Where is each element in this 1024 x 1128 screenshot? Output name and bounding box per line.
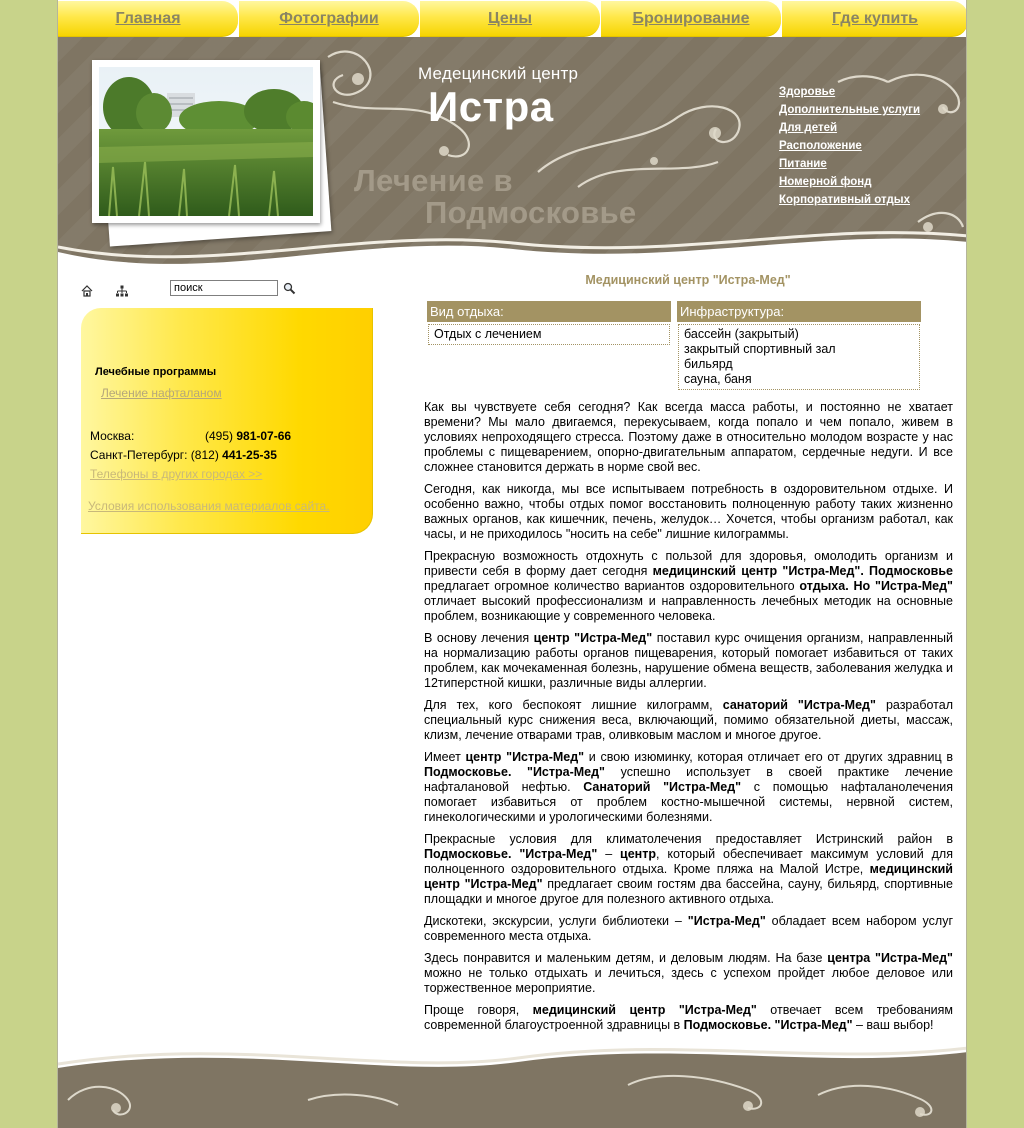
header-link-health[interactable]: Здоровье [779,86,836,98]
rest-type-header: Вид отдыха: [427,301,671,322]
article-paragraph: Дискотеки, экскурсии, услуги библиотеки – "Истра-Мед" обладает всем набором услуг современного места отдыха. [424,914,954,943]
sidebar-box [81,308,373,534]
tab-prices[interactable]: Цены [420,1,600,37]
rest-type-box [427,301,671,345]
article-body [424,400,953,1040]
phone-number: 981-07-66 [236,429,292,443]
tab-booking[interactable]: Бронирование [601,1,781,37]
phone-code: (495) [205,429,237,443]
home-icon[interactable] [80,284,94,298]
landscape-image [99,67,313,216]
city-label: Санкт-Петербург: [90,448,188,462]
list-item: сауна, баня [684,372,752,386]
tab-home[interactable]: Главная [58,1,238,37]
list-item: закрытый спортивный зал [684,342,836,356]
article-paragraph: Как вы чувствуете себя сегодня? Как всегда масса работы, и постоянно не хватает времени? Мы мало двигаемся, перекусываем, когда попало и чем попало, живем в условиях непроходящего стресса. Поэтому даже в относительно молодом возрасте у нас проблемы с пищеварением, опорно-двигательным аппаратом, сердечные недуги. И все сложнее становится держать в норме свой вес. [424,400,953,474]
programs-heading: Лечебные программы [95,366,217,378]
list-item: бильярд [684,357,733,371]
terms-of-use-link[interactable]: Условия использования материалов сайта. [88,499,330,513]
list-item: Отдых с лечением [434,327,542,341]
brand-title: Истра [428,83,554,130]
sitemap-icon[interactable] [115,284,129,298]
article-paragraph: Прекрасные условия для климатолечения предоставляет Истринский район в Подмосковье. "Истра-Мед" – центр, который обеспечивает максимум условий для полноценного оздоровительного отдыха. Кроме пляжа на Малой Истре, медицинский центр "Истра-Мед" предлагает своим гостям два бассейна, сауну, бильярд, спортивные площадки и многое другое для полезного активного отдыха. [424,832,953,906]
city-label: Москва: [90,429,135,443]
other-cities-phones-link[interactable]: Телефоны в других городах >> [90,467,263,481]
brand-subtitle: Медецинский центр [418,64,579,83]
phone-number: 441-25-35 [222,448,277,462]
article-paragraph: Сегодня, как никогда, мы все испытываем потребность в оздоровительном отдыхе. И особенно важно, чтобы отдых помог восстановить полноценную работу таких жизненно важных органов, как кишечник, печень, желудок… Хочется, чтобы организм работал, как часы, и не приходилось "носить на себе" лишние килограммы. [424,482,953,541]
tab-photos[interactable]: Фотографии [239,1,419,37]
header-link-list [779,83,920,209]
article-paragraph: Здесь понравится и маленьким детям, и деловым людям. На базе центра "Истра-Мед" можно не только отдыхать и лечиться, здесь с успехом пройдет любое деловое или торжественное мероприятие. [424,951,953,995]
header-photo [92,60,320,223]
slogan-line-2: Подмосковье [425,195,637,230]
article-paragraph: Имеет центр "Истра-Мед" и свою изюминку, которая отличает его от других здравниц в Подмосковье. "Истра-Мед" успешно использует в своей практике лечение нафталановой нефтью. Санаторий "Истра-Мед" с помощью нафталанолечения помогает избавиться от проблем костно-мышечной системы, нервной систем, гинекологическими и урологическими болезнями. [424,750,954,824]
infrastructure-list [678,324,920,390]
header-link-food[interactable]: Питание [779,158,827,170]
header-link-corporate[interactable]: Корпоративный отдых [779,194,910,206]
header-link-extra-services[interactable]: Дополнительные услуги [779,104,921,116]
infrastructure-header: Инфраструктура: [677,301,921,322]
tab-where-to-buy[interactable]: Где купить [782,1,967,37]
page-title: Медицинский центр "Истра-Мед" [585,273,791,287]
header-link-location[interactable]: Расположение [779,140,862,152]
header-banner [58,37,967,270]
top-navigation [58,0,967,38]
search-input[interactable] [170,280,278,296]
list-item: бассейн (закрытый) [684,327,799,341]
phone-spb [90,448,277,462]
article-paragraph: В основу лечения центр "Истра-Мед" поставил курс очищения организм, направленный на нормализацию работы органов пищеварения, который помогает избавиться от таких проблем, как мочекаменная болезнь, нарушение обмена веществ, заболевания желудка и 12типерстной кишки, различные виды аллергии. [424,631,953,690]
magnifier-icon[interactable] [283,282,296,295]
infrastructure-box [677,301,921,390]
article-paragraph: Проще говоря, медицинский центр "Истра-Мед" отвечает всем требованиям современной благоустроенной здравницы в Подмосковье. "Истра-Мед" – ваш выбор! [424,1003,953,1032]
page [57,0,967,1128]
slogan-line-1: Лечение в [354,163,513,198]
article-paragraph: Для тех, кого беспокоят лишние килограмм, санаторий "Истра-Мед" разработал специальный курс снижения веса, включающий, помимо обязательной диеты, массаж, клизм, лечение отварами трав, оливковым маслом и многое другое. [424,698,954,742]
rest-type-list [428,324,670,345]
phone-moscow [90,429,291,443]
header-link-for-children[interactable]: Для детей [779,122,838,134]
article-paragraph: Прекрасную возможность отдохнуть с пользой для здоровья, омолодить организм и привести себя в форму дает сегодня медицинский центр "Истра-Мед". Подмосковье предлагает огромное количество вариантов оздоровительного отдыха. Но "Истра-Мед" отличает высокий профессионализм и направленность лечебных методик на основные проблем, возникающие у современного человека. [424,549,953,623]
phone-code: (812) [190,448,223,462]
header-link-rooms[interactable]: Номерной фонд [779,176,872,188]
footer-ornament [58,1040,967,1128]
naftalan-treatment-link[interactable]: Лечение нафталаном [101,386,222,400]
